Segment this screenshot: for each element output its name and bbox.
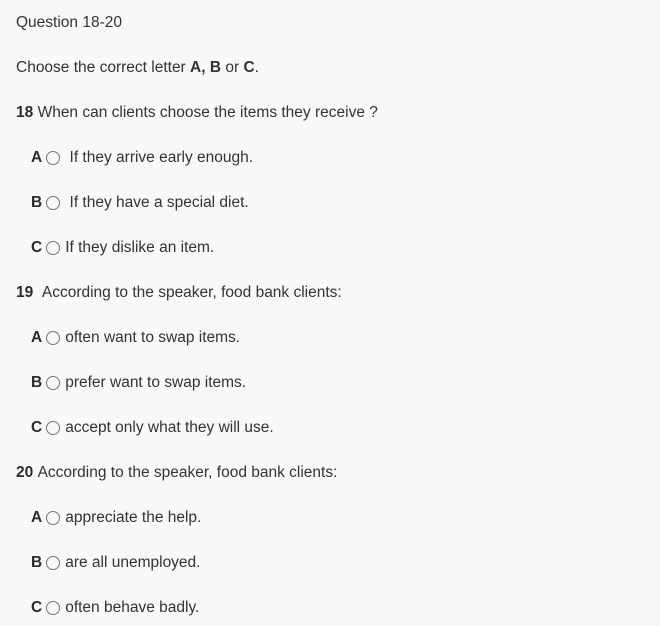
option-20-a-letter: A: [31, 508, 43, 526]
option-19-b-text: prefer want to swap items.: [65, 373, 247, 391]
radio-19-a[interactable]: [46, 331, 60, 345]
option-19-c-letter: C: [31, 418, 43, 436]
radio-20-a[interactable]: [46, 511, 60, 525]
question-20: [16, 450, 650, 495]
instruction-suffix: .: [254, 58, 259, 76]
question-20-text: According to the speaker, food bank clients:: [33, 463, 338, 481]
radio-18-a[interactable]: [46, 151, 60, 165]
option-18-b-text: If they have a special diet.: [65, 193, 249, 211]
question-19-text: According to the speaker, food bank clients:: [33, 283, 342, 301]
option-18-a: [16, 135, 650, 180]
option-19-c-text: accept only what they will use.: [65, 418, 274, 436]
option-20-c-letter: C: [31, 598, 43, 616]
option-20-b-letter: B: [31, 553, 43, 571]
instruction-prefix: Choose the correct letter: [16, 58, 191, 76]
question-18-text: When can clients choose the items they receive ?: [33, 103, 378, 121]
option-18-c: [16, 225, 650, 270]
question-18-number: 18: [16, 103, 34, 121]
option-19-a: [16, 315, 650, 360]
radio-20-c[interactable]: [46, 601, 60, 615]
option-20-b-text: are all unemployed.: [65, 553, 201, 571]
radio-18-c[interactable]: [46, 241, 60, 255]
option-19-b: [16, 360, 650, 405]
option-20-a: [16, 495, 650, 540]
radio-19-c[interactable]: [46, 421, 60, 435]
option-18-b-letter: B: [31, 193, 43, 211]
option-18-a-letter: A: [31, 148, 43, 166]
option-18-a-text: If they arrive early enough.: [65, 148, 254, 166]
question-19-number: 19: [16, 283, 34, 301]
option-19-a-letter: A: [31, 328, 43, 346]
instruction-bold-ab: A, B: [190, 58, 222, 76]
instruction-bold-c: C: [243, 58, 255, 76]
question-group-title: [16, 0, 650, 45]
question-20-number: 20: [16, 463, 34, 481]
option-19-b-letter: B: [31, 373, 43, 391]
option-20-c: [16, 585, 650, 626]
option-18-c-letter: C: [31, 238, 43, 256]
option-19-a-text: often want to swap items.: [65, 328, 241, 346]
option-20-a-text: appreciate the help.: [65, 508, 202, 526]
question-19: [16, 270, 650, 315]
radio-20-b[interactable]: [46, 556, 60, 570]
option-20-c-text: often behave badly.: [65, 598, 200, 616]
option-18-c-text: If they dislike an item.: [65, 238, 215, 256]
option-18-b: [16, 180, 650, 225]
instruction-mid: or: [221, 58, 244, 76]
option-20-b: [16, 540, 650, 585]
question-group-title-text: Question 18-20: [16, 13, 122, 31]
option-19-c: [16, 405, 650, 450]
question-18: [16, 90, 650, 135]
radio-18-b[interactable]: [46, 196, 60, 210]
radio-19-b[interactable]: [46, 376, 60, 390]
instruction-line: [16, 45, 650, 90]
